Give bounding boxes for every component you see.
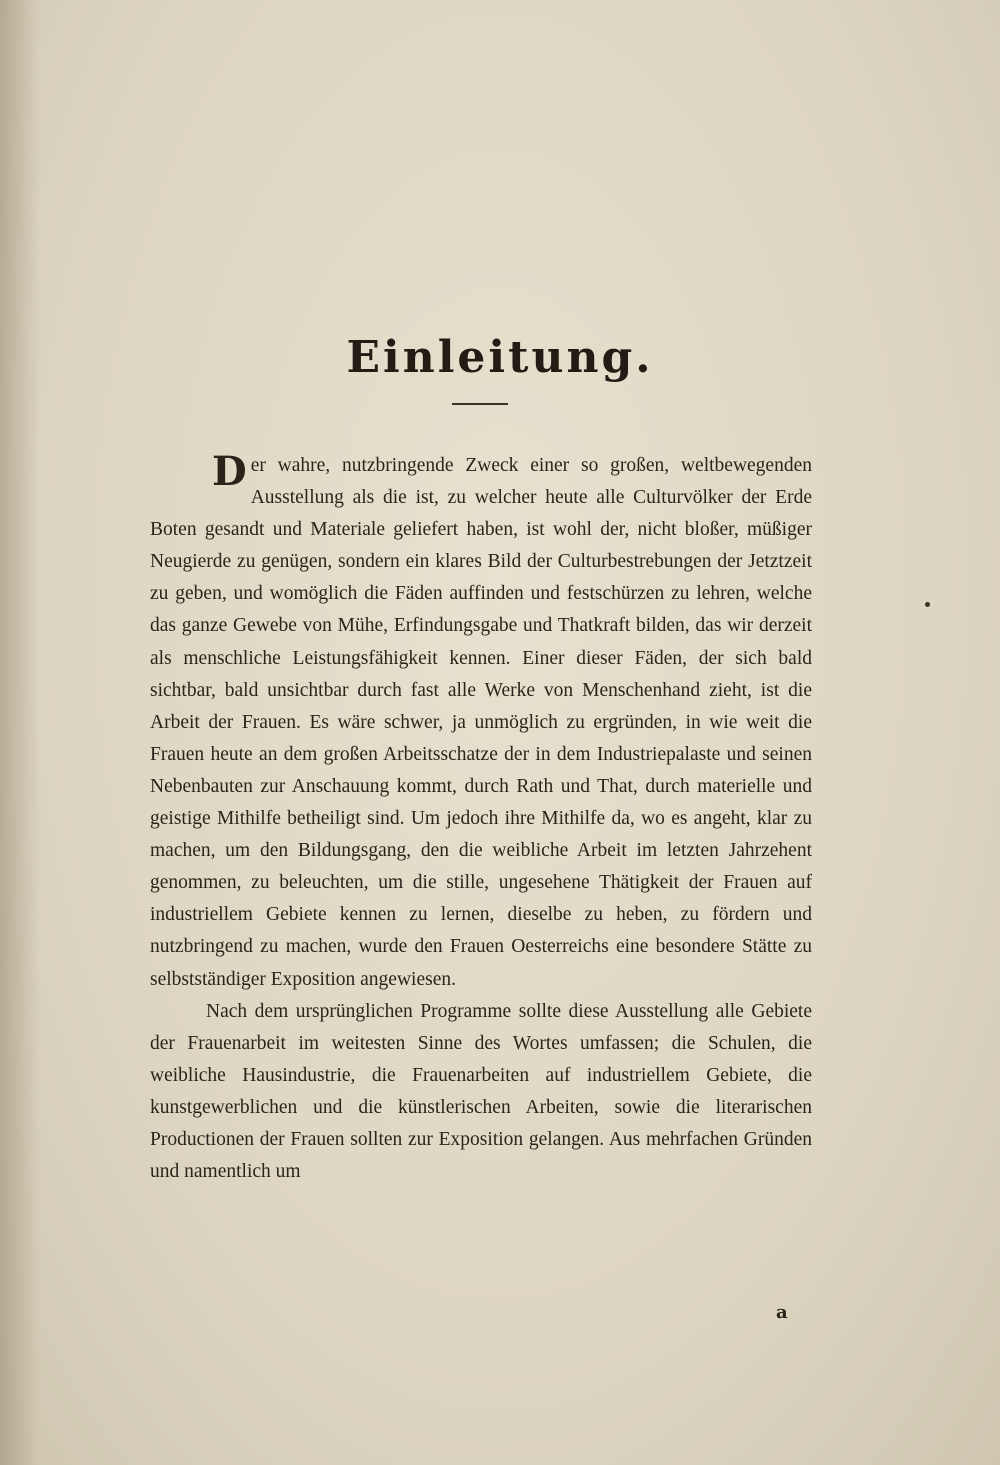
signature-mark: a xyxy=(776,1302,788,1323)
body-text xyxy=(150,450,812,1188)
chapter-title: Einleitung. xyxy=(346,332,654,383)
paragraph-1 xyxy=(150,450,812,996)
title-rule xyxy=(452,403,508,405)
paragraph-2: Nach dem ursprünglichen Programme sollte diese Ausstellung alle Gebiete der Frauenarbeit im weitesten Sinne des Wortes umfassen; die Schulen, die weibliche Hausindustrie, die Frauenarbeiten auf industriellem Gebiete, die kunstgewerblichen und die künstlerischen Arbeiten, sowie die literarischen Productionen der Frauen sollten zur Exposition gelangen. Aus mehrfachen Gründen und namentlich um xyxy=(150,1000,812,1183)
paragraph-1-text: er wahre, nutzbringende Zweck einer so großen, weltbewegenden Ausstellung als die ist, zu welcher heute alle Culturvölker der Erde Boten gesandt und Materiale geliefert haben, ist wohl der, nicht bloßer, müßiger Neugierde zu genügen, sondern ein klares Bild der Culturbestrebungen der Jetztzeit zu geben, und womöglich die Fäden auffinden und festschürzen zu lehren, welche das ganze Gewebe von Mühe, Erfindungsgabe und Thatkraft bilden, das wir derzeit als menschliche Leistungsfähigkeit kennen. Einer dieser Fäden, der sich bald sichtbar, bald unsichtbar durch fast alle Werke von Menschenhand zieht, ist die Arbeit der Frauen. Es wäre schwer, ja unmöglich zu ergründen, in wie weit die Frauen heute an dem großen Arbeitsschatze der in dem Industriepalaste und seinen Nebenbauten zur Anschauung kommt, durch Rath und That, durch materielle und geistige Mithilfe betheiligt sind. Um jedoch ihre Mithilfe da, wo es angeht, klar zu machen, um den Bildungsgang, den die weibliche Arbeit im letzten Jahrzehent genommen, zu beleuchten, um die stille, ungesehene Thätigkeit der Frauen auf industriellem Gebiete kennen zu lernen, dieselbe zu heben, zu fördern und nutzbringend zu machen, wurde den Frauen Oesterreichs eine besondere Stätte zu selbstständiger Exposition angewiesen. xyxy=(150,455,812,990)
binding-shadow xyxy=(0,0,40,1465)
ink-spot xyxy=(925,602,930,607)
drop-initial: D xyxy=(212,448,247,495)
